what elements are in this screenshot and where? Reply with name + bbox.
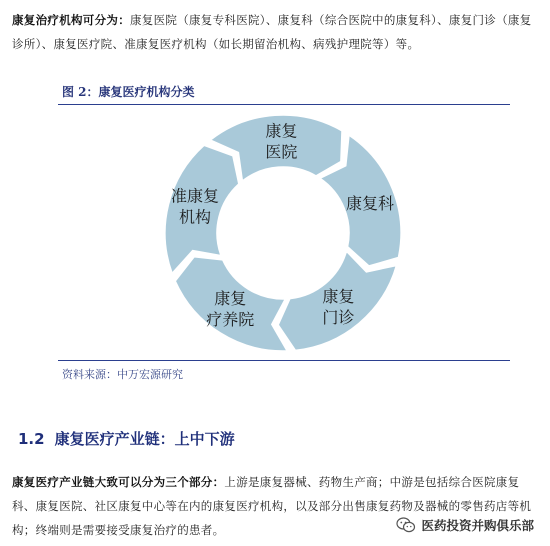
cycle-label-sanatorium-line2: 疗养院 [206,309,255,329]
wechat-icon [396,517,416,533]
section-title: 康复医疗产业链：上中下游 [54,430,235,448]
watermark [396,516,534,534]
chain-text: 上游是康复器械、药物生产商；中游是包括综合医院康复科、康复医院、社区康复中心等在内的康复医疗机构，以及部分出售康复药物及器械的零售药店等机构；终端则是需要接受康复治疗的患者。 [12,475,532,537]
cycle-label-quasi-institution-line2: 机构 [179,207,212,227]
cycle-label-hospital-line2: 医院 [265,142,298,162]
figure-caption: 图 2：康复医疗机构分类 [62,85,195,99]
cycle-label-clinic-line2: 门诊 [322,307,355,327]
cycle-label-quasi-institution-line1: 准康复 [171,186,220,206]
figure-source: 资料来源：中万宏源研究 [62,368,183,381]
chain-lead: 康复医疗产业链大致可以分为三个部分： [12,475,225,489]
cycle-label-department-line1: 康复科 [345,194,394,214]
cycle-label-sanatorium-line1: 康复 [214,288,247,308]
section-heading [18,428,235,449]
watermark-text: 医药投资并购俱乐部 [421,518,534,533]
cycle-label-clinic-line1: 康复 [322,286,355,306]
intro-text: 康复医院（康复专科医院）、康复科（综合医院中的康复科）、康复门诊（康复诊所）、康复医疗院、准康复医疗机构（如长期留治机构、病残护理院等）等。 [12,13,532,51]
figure-bottom-rule [58,360,510,361]
intro-lead: 康复治疗机构可分为： [12,13,130,27]
cycle-label-hospital-line1: 康复 [265,121,298,141]
section-number: 1.2 [18,430,45,448]
